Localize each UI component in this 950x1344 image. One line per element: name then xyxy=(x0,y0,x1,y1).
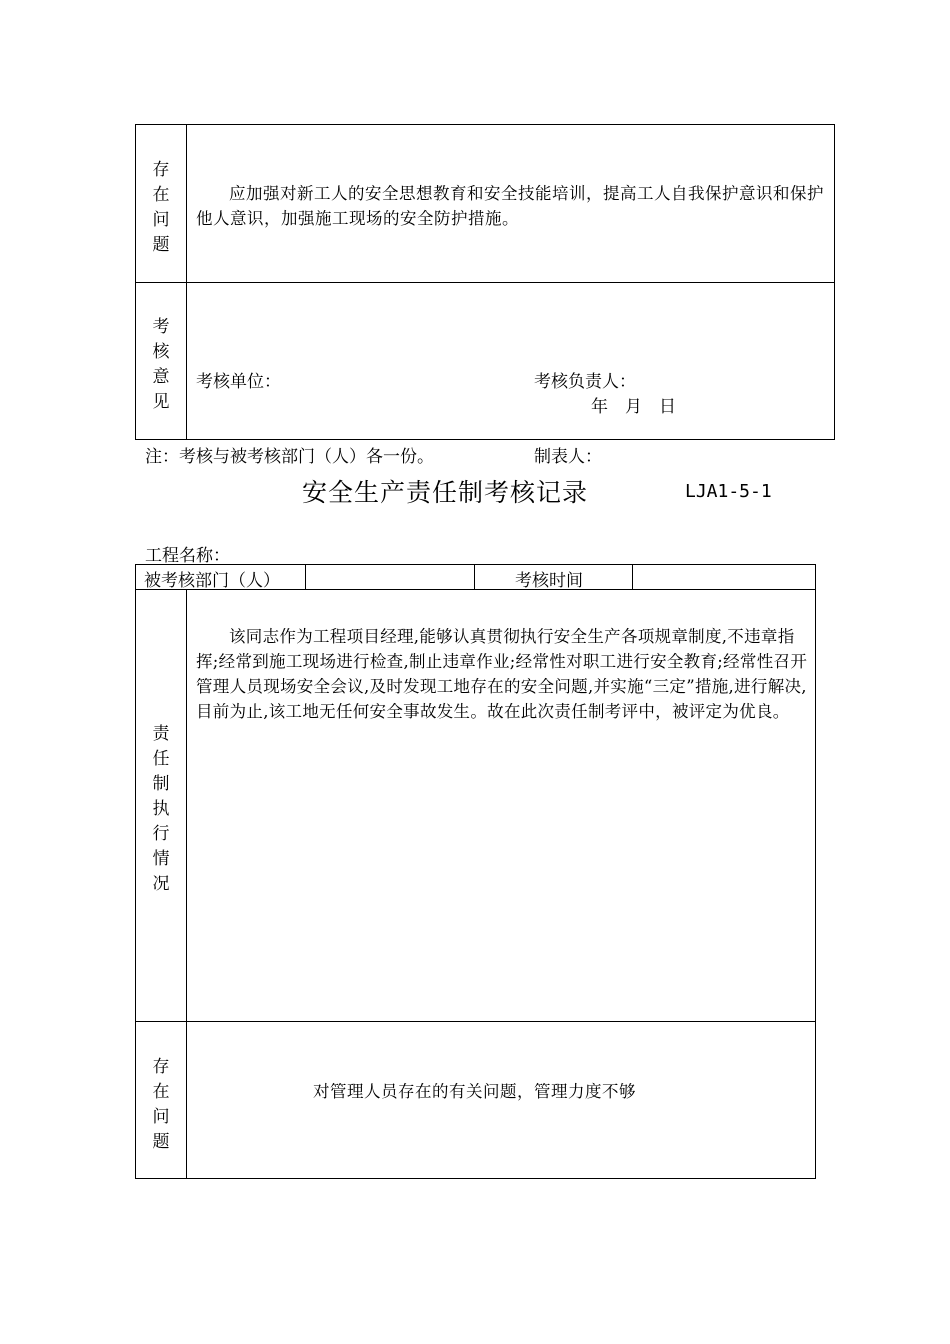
review-unit-label: 考核单位： xyxy=(196,372,281,392)
project-name-label: 工程名称： xyxy=(145,546,230,566)
review-leader-label: 考核负责人： xyxy=(534,372,636,392)
note-text: 注：考核与被考核部门（人）各一份。 xyxy=(145,447,434,467)
top-table-row-divider xyxy=(135,282,835,283)
form-maker-label: 制表人： xyxy=(534,447,602,467)
review-date-label: 年 月 日 xyxy=(591,397,676,417)
header-col-2 xyxy=(474,564,475,590)
header-col-1 xyxy=(305,564,306,590)
form-code: LJA1-5-1 xyxy=(685,481,772,502)
record-problems-label: 存 在 问 题 xyxy=(152,1057,170,1152)
dept-label: 被考核部门（人） xyxy=(144,571,280,591)
problems-label: 存 在 问 题 xyxy=(152,160,170,255)
page-title: 安全生产责任制考核记录 xyxy=(302,478,589,507)
problems-text: 应加强对新工人的安全思想教育和安全技能培训，提高工人自我保护意识和保护他人意识，加强施工现场的安全防护措施。 xyxy=(196,184,824,228)
exec-text: 该同志作为工程项目经理,能够认真贯彻执行安全生产各项规章制度,不违章指挥;经常到施工现场进行检查,制止违章作业;经常性对职工进行安全教育;经常性召开管理人员现场安全会议,及时发现工地存在的安全问题,并实施“三定”措施,进行解决,目前为止,该工地无任何安全事故发生。故在此次责任制考评中，被评定为优良。 xyxy=(196,627,808,721)
review-time-label: 考核时间 xyxy=(515,571,583,591)
opinion-label: 考 核 意 见 xyxy=(152,317,170,412)
record-problems-text: 对管理人员存在的有关问题，管理力度不够 xyxy=(313,1082,636,1101)
record-row-divider xyxy=(135,1021,816,1022)
record-body-divider xyxy=(186,589,187,1179)
exec-label: 责 任 制 执 行 情 况 xyxy=(152,724,170,894)
header-col-3 xyxy=(632,564,633,590)
